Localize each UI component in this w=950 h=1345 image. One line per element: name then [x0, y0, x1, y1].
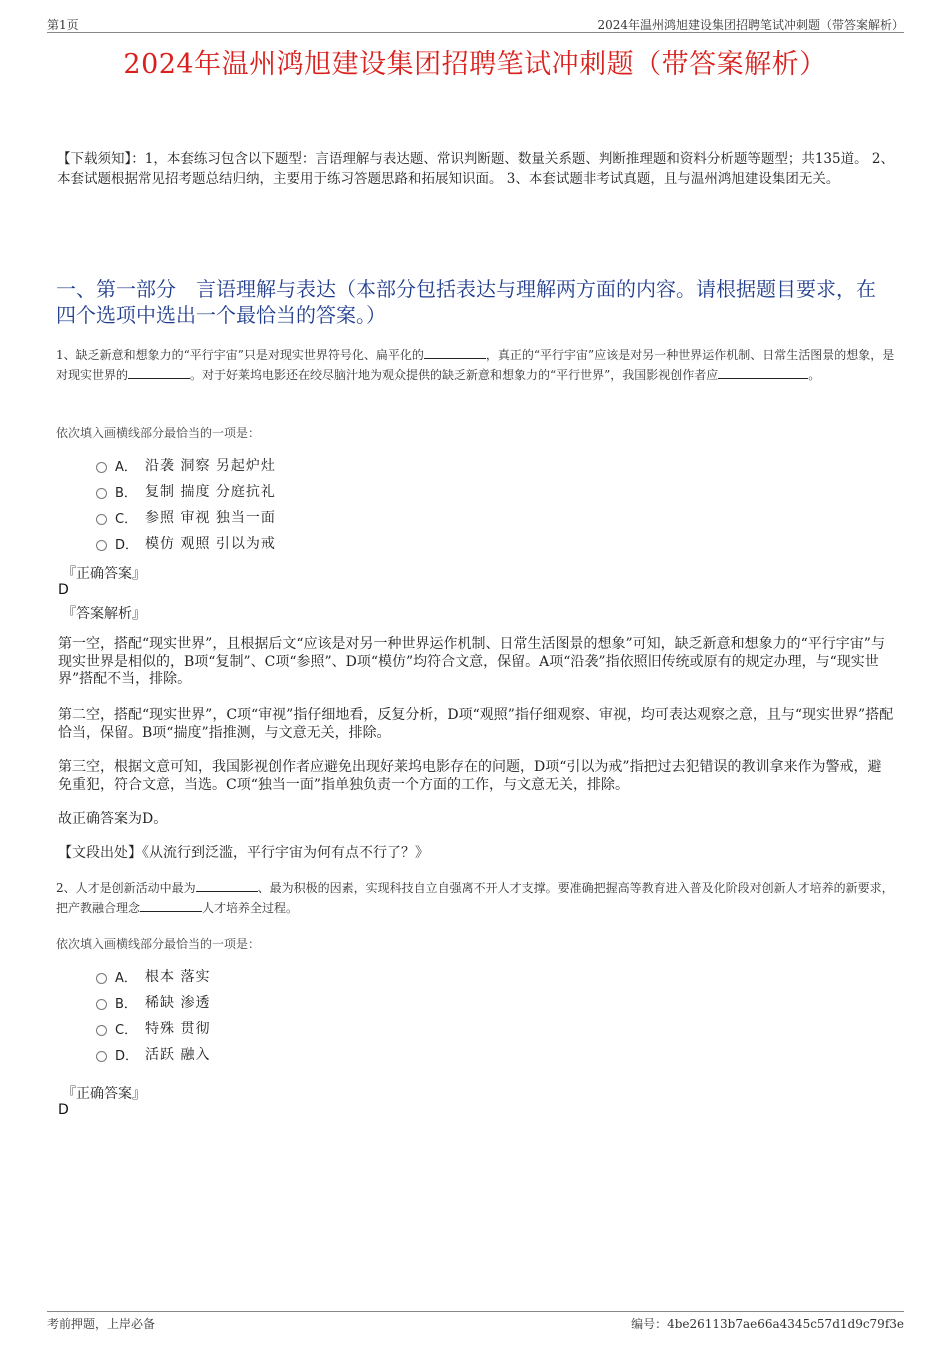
- correct-answer: D: [58, 582, 69, 598]
- correct-answer-label: 『正确答案』: [62, 566, 146, 582]
- option-letter: A．: [115, 970, 137, 986]
- question-1-text-2: ，真正的“平行宇宙”应该是对另一种世界运作机制、日常生活图景的想象，是对现实世界的: [56, 348, 895, 382]
- blank-line: [128, 366, 190, 379]
- footer-slogan: 考前押题，上岸必备: [47, 1317, 156, 1331]
- footer-serial: 编号：4be26113b7ae66a4345c57d1d9c79f3e: [631, 1317, 904, 1331]
- correct-answer: D: [58, 1102, 69, 1118]
- option-c[interactable]: [96, 504, 276, 530]
- analysis-paragraph: 第二空，搭配“现实世界”，C项“审视”指仔细地看，反复分析，D项“观照”指仔细观察、审视，均可表达观察之意，且与“现实世界”搭配恰当，保留。B项“揣度”指推测，与文意无关，排除。: [58, 707, 894, 741]
- question-1-text-4: 。: [808, 368, 821, 382]
- question-2-text-1: 2、人才是创新活动中最为: [56, 881, 196, 895]
- blank-line: [424, 346, 486, 359]
- option-d[interactable]: [96, 1041, 210, 1067]
- question-2-text-2: 、最为积极的因素，实现科技自立自强离不开人才支撑。要准确把握高等教育进入普及化阶段对创新人才培养的新要求，把产教融合理念: [56, 881, 894, 915]
- page-footer: [47, 1311, 904, 1334]
- header-doc-title: 2024年温州鸿旭建设集团招聘笔试冲刺题（带答案解析）: [597, 18, 904, 32]
- page-number: 第1页: [47, 18, 79, 32]
- radio-icon[interactable]: [96, 540, 107, 551]
- radio-icon[interactable]: [96, 1051, 107, 1062]
- option-letter: B．: [115, 996, 137, 1012]
- page-header: [47, 14, 904, 33]
- analysis-paragraph: 第一空，搭配“现实世界”，且根据后文“应该是对另一种世界运作机制、日常生活图景的想象”可知，缺乏新意和想象力的“平行宇宙”与现实世界是相似的，B项“复制”、C项“参照”、D项“模仿”均符合文意，保留。A项“沿袭”指依照旧传统或原有的规定办理，与“现实世界”搭配不当，排除。: [58, 636, 885, 687]
- question-1-text-1: 1、缺乏新意和想象力的“平行宇宙”只是对现实世界符号化、扁平化的: [56, 348, 424, 362]
- question-1-stem: [56, 345, 895, 385]
- option-text: 模仿 观照 引以为戒: [145, 536, 276, 552]
- question-2-options: [96, 963, 210, 1067]
- radio-icon[interactable]: [96, 488, 107, 499]
- option-a[interactable]: [96, 452, 276, 478]
- question-1-prompt: 依次填入画横线部分最恰当的一项是：: [56, 426, 261, 440]
- option-text: 沿袭 洞察 另起炉灶: [145, 458, 276, 474]
- option-letter: D．: [115, 537, 139, 553]
- radio-icon[interactable]: [96, 973, 107, 984]
- option-c[interactable]: [96, 1015, 210, 1041]
- option-b[interactable]: [96, 478, 276, 504]
- question-2-prompt: 依次填入画横线部分最恰当的一项是：: [56, 937, 261, 951]
- text-source: 【文段出处】《从流行到泛滥，平行宇宙为何有点不行了？》: [58, 845, 429, 861]
- blank-line: [718, 366, 808, 379]
- question-1-text-3: 。对于好莱坞电影还在绞尽脑汁地为观众提供的缺乏新意和想象力的“平行世界”，我国影视创作者应: [190, 368, 719, 382]
- option-letter: C．: [115, 511, 138, 527]
- option-letter: C．: [115, 1022, 138, 1038]
- question-2-text-3: 人才培养全过程。: [202, 901, 299, 915]
- download-notice: 【下载须知】：1，本套练习包含以下题型：言语理解与表达题、常识判断题、数量关系题、判断推理题和资料分析题等题型；共135道。 2、本套试题根据常见招考题总结归纳，主要用于练习答题思路和拓展知识面。 3、本套试题非考试真题，且与温州鸿旭建设集团无关。: [57, 151, 894, 187]
- question-1-options: [96, 452, 276, 556]
- blank-line: [140, 899, 202, 912]
- option-text: 参照 审视 独当一面: [145, 510, 276, 526]
- radio-icon[interactable]: [96, 514, 107, 525]
- analysis-paragraph: 第三空，根据文意可知，我国影视创作者应避免出现好莱坞电影存在的问题，D项“引以为戒”指把过去犯错误的教训拿来作为警戒，避免重犯，符合文意，当选。C项“独当一面”指单独负责一个方面的工作，与文意无关，排除。: [58, 759, 882, 793]
- option-letter: D．: [115, 1048, 139, 1064]
- option-b[interactable]: [96, 989, 210, 1015]
- option-a[interactable]: [96, 963, 210, 989]
- radio-icon[interactable]: [96, 999, 107, 1010]
- question-2-stem: [56, 878, 895, 918]
- option-text: 根本 落实: [145, 969, 211, 985]
- option-d[interactable]: [96, 530, 276, 556]
- option-letter: B．: [115, 485, 137, 501]
- correct-answer-label: 『正确答案』: [62, 1086, 146, 1102]
- radio-icon[interactable]: [96, 1025, 107, 1036]
- option-text: 稀缺 渗透: [145, 995, 211, 1011]
- section-title: 一、第一部分 言语理解与表达（本部分包括表达与理解两方面的内容。请根据题目要求，在四个选项中选出一个最恰当的答案。）: [56, 277, 876, 327]
- blank-line: [196, 879, 258, 892]
- option-text: 复制 揣度 分庭抗礼: [145, 484, 276, 500]
- radio-icon[interactable]: [96, 462, 107, 473]
- analysis-conclusion: 故正确答案为D。: [58, 811, 168, 827]
- option-text: 活跃 融入: [145, 1047, 211, 1063]
- option-text: 特殊 贯彻: [145, 1021, 211, 1037]
- analysis-label: 『答案解析』: [62, 606, 146, 622]
- option-letter: A．: [115, 459, 137, 475]
- document-title: 2024年温州鸿旭建设集团招聘笔试冲刺题（带答案解析）: [123, 49, 827, 80]
